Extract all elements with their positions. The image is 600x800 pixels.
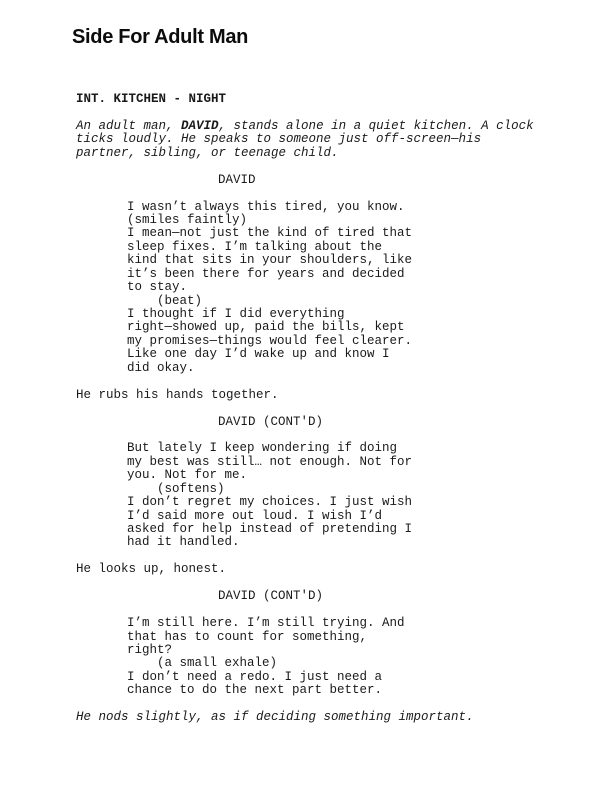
script-line: Like one day I’d wake up and know I <box>127 347 390 362</box>
script-line: INT. KITCHEN - NIGHT <box>76 92 227 106</box>
blank-line <box>0 550 600 563</box>
script-line: He nods slightly, as if deciding something important. <box>76 710 474 725</box>
script-line: DAVID (CONT'D) <box>218 589 324 604</box>
script-line: (softens) <box>127 481 225 496</box>
script-body <box>0 93 600 725</box>
script-line: had it handled. <box>127 535 240 550</box>
block-character <box>0 590 600 603</box>
script-line: (a small exhale) <box>127 656 278 671</box>
text-segment: An adult man, <box>76 118 182 133</box>
document-title: Side For Adult Man <box>72 26 249 48</box>
script-line: my best was still… not enough. Not for <box>127 454 413 469</box>
script-line: you. Not for me. <box>127 468 248 483</box>
block-dialogue <box>0 442 600 550</box>
script-line: my promises—things would feel clearer. <box>127 333 413 348</box>
blank-line <box>0 375 600 388</box>
block-character <box>0 174 600 187</box>
block-character <box>0 416 600 429</box>
block-action <box>0 120 600 160</box>
script-line: I mean—not just the kind of tired that <box>127 226 413 241</box>
blank-line <box>0 698 600 711</box>
blank-line <box>0 604 600 617</box>
script-line: it’s been there for years and decided <box>127 266 405 281</box>
block-scene <box>0 93 600 106</box>
script-line: sleep fixes. I’m talking about the <box>127 239 383 254</box>
script-line: DAVID (CONT'D) <box>218 414 324 429</box>
blank-line <box>0 187 600 200</box>
script-line: chance to do the next part better. <box>127 683 383 698</box>
script-line: right—showed up, paid the bills, kept <box>127 320 405 335</box>
script-line: to stay. <box>127 280 188 295</box>
script-line: I don’t need a redo. I just need a <box>127 669 383 684</box>
script-line: (smiles faintly) <box>127 212 248 227</box>
script-line: kind that sits in your shoulders, like <box>127 253 413 268</box>
script-line: (beat) <box>127 293 203 308</box>
blank-line <box>0 160 600 173</box>
script-line: But lately I keep wondering if doing <box>127 441 398 456</box>
script-line: He looks up, honest. <box>76 562 227 577</box>
block-dialogue <box>0 201 600 376</box>
script-line: that has to count for something, <box>127 629 368 644</box>
script-line: partner, sibling, or teenage child. <box>76 145 339 160</box>
script-line: ticks loudly. He speaks to someone just off-screen—his <box>76 132 482 147</box>
script-line: I wasn’t always this tired, you know. <box>127 199 405 214</box>
block-action <box>0 389 600 402</box>
script-line: I don’t regret my choices. I just wish <box>127 495 413 510</box>
script-line: I’m still here. I’m still trying. And <box>127 616 405 631</box>
blank-line <box>0 429 600 442</box>
script-line: I thought if I did everything <box>127 307 345 321</box>
block-action <box>0 711 600 724</box>
bold-text-segment: DAVID <box>181 118 219 133</box>
script-line <box>0 120 600 133</box>
script-line: right? <box>127 642 173 657</box>
blank-line <box>0 106 600 119</box>
text-segment: , stands alone in a quiet kitchen. A clock <box>218 118 534 133</box>
block-dialogue <box>0 617 600 698</box>
script-line: I’d said more out loud. I wish I’d <box>127 508 383 523</box>
script-line: He rubs his hands together. <box>76 387 279 402</box>
script-line: DAVID <box>218 172 256 187</box>
script-line: asked for help instead of pretending I <box>127 522 413 536</box>
blank-line <box>0 577 600 590</box>
script-line: did okay. <box>127 360 195 375</box>
blank-line <box>0 402 600 415</box>
block-action <box>0 563 600 576</box>
